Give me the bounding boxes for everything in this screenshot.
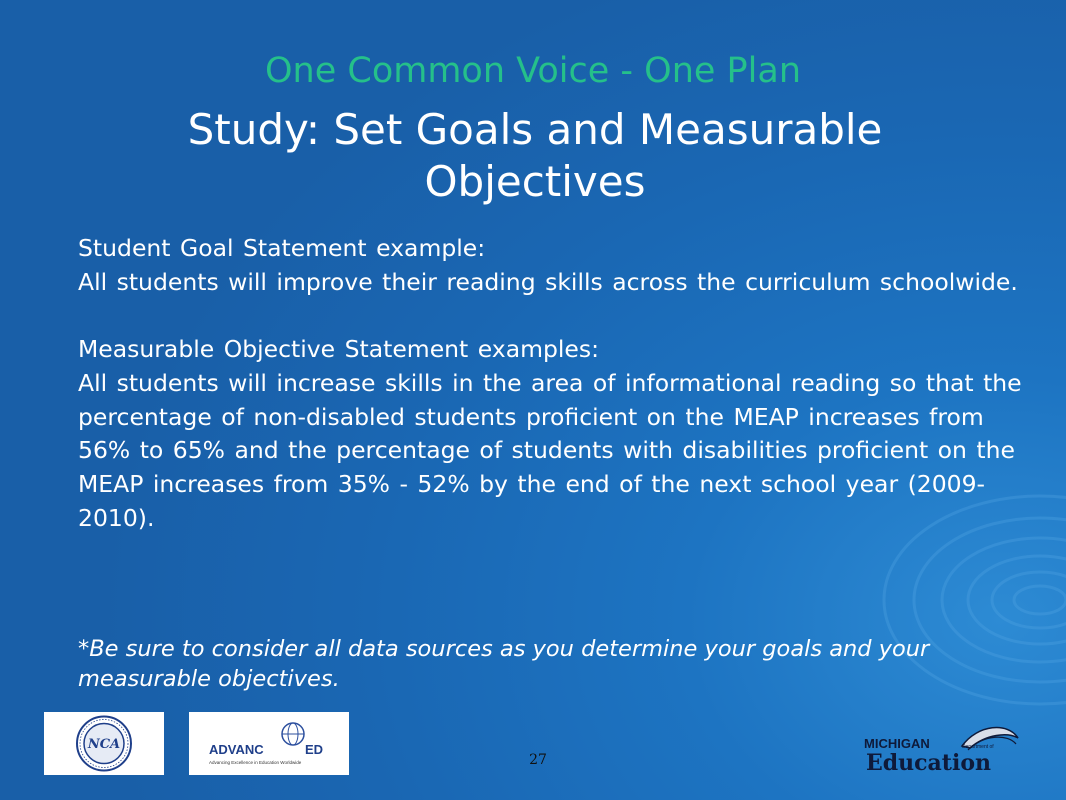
mde-name: Education bbox=[866, 750, 991, 774]
nca-logo bbox=[44, 712, 164, 775]
mde-state: MICHIGAN bbox=[864, 736, 930, 751]
goal-heading: Student Goal Statement example: bbox=[78, 234, 486, 262]
nca-initials: NCA bbox=[87, 737, 121, 752]
advanced-logo bbox=[189, 712, 349, 775]
slide-subtitle: One Common Voice - One Plan bbox=[264, 51, 802, 91]
advanced-logo-left: ADVANC bbox=[209, 742, 264, 757]
slide-title: Study: Set Goals and Measurable Objectives bbox=[187, 105, 883, 206]
michigan-education-logo bbox=[858, 718, 1028, 774]
slide-body bbox=[78, 232, 1038, 535]
objective-text: All students will increase skills in the area of informational reading so that the percentage of non-disabled students proficient on the MEAP increases from 56% to 65% and the percentage of students with disabilities proficient on the MEAP increases from 35% - 52% by the end of the next school year (2009-2010). bbox=[78, 368, 1022, 532]
advanced-logo-tagline: Advancing Excellence in Education Worldwide bbox=[209, 760, 302, 765]
objective-heading: Measurable Objective Statement examples: bbox=[78, 335, 600, 364]
page-number: 27 bbox=[529, 752, 547, 768]
data-sources-note: *Be sure to consider all data sources as you determine your goals and your measurable objectives. bbox=[78, 636, 930, 692]
goal-text: All students will improve their reading skills across the curriculum schoolwide. bbox=[78, 267, 1018, 296]
advanced-logo-right: ED bbox=[305, 742, 324, 757]
mde-dept: Department of bbox=[962, 744, 994, 750]
